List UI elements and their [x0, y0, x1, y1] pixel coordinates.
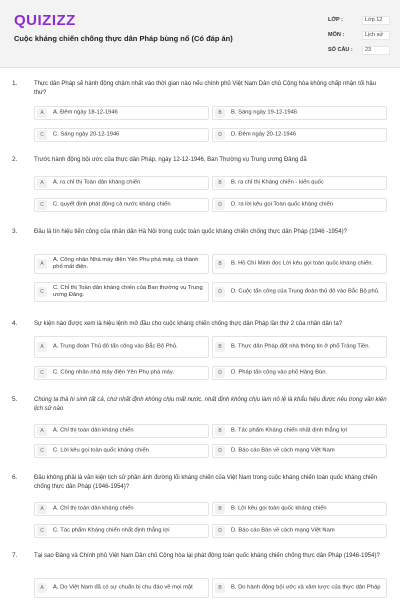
- option-text: B. Sáng ngày 19-12-1946: [231, 109, 298, 116]
- question-text: Chúng ta thà hi sinh tất cả, chứ nhất định không chịu mất nước, nhất định không chịu làm nô lệ là khẩu hiệu được nêu trong văn kiện lịch sử nào: [34, 397, 387, 412]
- option-text: B. Do hành động bội ước và xâm lược của thực dân Pháp: [231, 584, 381, 591]
- class-value: Lớp 12: [362, 16, 390, 25]
- option-text: D. Cuộc tấn công của Trung đoàn thủ đô vào Bắc Bộ phủ.: [231, 288, 380, 295]
- option-letter: A: [37, 259, 47, 269]
- answer-option-d[interactable]: [212, 282, 387, 302]
- answer-option-d[interactable]: [212, 366, 387, 380]
- option-text: B. Tác phẩm Kháng chiến nhất định thắng lợi: [231, 427, 348, 434]
- option-text: D. Đêm ngày 20-12-1946: [231, 131, 297, 138]
- answer-option-b[interactable]: [212, 578, 387, 598]
- option-text: C. Sáng ngày 20-12-1946: [53, 131, 120, 138]
- option-text: B. Hồ Chí Minh đọc Lời kêu gọi toàn quốc kháng chiến.: [231, 260, 374, 267]
- option-text: A. Chỉ thị toàn dân kháng chiến: [53, 427, 134, 434]
- question-number: 5.: [12, 396, 18, 403]
- answer-option-b[interactable]: [212, 424, 387, 438]
- answer-option-a[interactable]: [34, 254, 209, 274]
- worksheet-header: [0, 0, 400, 68]
- answer-option-b[interactable]: [212, 254, 387, 274]
- question-text: Tại sao Đảng và Chính phủ Việt Nam Dân chủ Cộng hòa lại phát động toàn quốc kháng chiến chống thực dân Pháp (1946-1954)?: [34, 553, 380, 559]
- answer-option-a[interactable]: [34, 106, 209, 120]
- option-text: D. Báo cáo Bàn về cách mạng Việt Nam: [231, 527, 335, 534]
- option-letter: A: [37, 108, 47, 118]
- question-number: 3.: [12, 228, 18, 235]
- option-text: A. Do Việt Nam đã có sự chuẩn bị chu đáo về mọi mặt: [53, 584, 193, 591]
- option-text: B. ra chỉ thị Kháng chiến - kiến quốc: [231, 179, 324, 186]
- option-text: A. Công nhân Nhà máy điện Yên Phụ phá máy, cả thành phố mất điện.: [53, 257, 199, 270]
- question-text: Đâu không phải là văn kiện lịch sử phản ánh đường lối kháng chiến của Việt Nam trong cuộc kháng chiến toàn quốc kháng chiến chống thực dân Pháp (1946-1954)?: [34, 475, 378, 490]
- option-letter: A: [37, 504, 47, 514]
- answer-option-b[interactable]: [212, 336, 387, 358]
- answer-option-c[interactable]: [34, 282, 209, 302]
- option-text: D. Báo cáo Bàn về cách mạng Việt Nam: [231, 447, 335, 454]
- question-count-label: SỐ CÂU :: [328, 47, 353, 53]
- question-text: Thực dân Pháp sẽ hành động chậm nhất vào thời gian nào nếu chính phủ Việt Nam Dân chủ Cộng hòa không chấp nhận tối hậu thư?: [34, 81, 377, 96]
- option-text: D. ra lời kêu gọi Toàn quốc kháng chiến: [231, 201, 333, 208]
- option-letter: C: [37, 130, 47, 140]
- answer-option-d[interactable]: [212, 128, 387, 142]
- answer-option-d[interactable]: [212, 524, 387, 538]
- option-letter: D: [215, 200, 225, 210]
- answer-option-b[interactable]: [212, 502, 387, 516]
- question-text: Trước hành động bội ước của thực dân Pháp, ngày 12-12-1946, Ban Thường vụ Trung ương Đảng đã: [34, 157, 307, 163]
- option-text: D. Pháp tấn công vào phố Hàng Bún.: [231, 369, 328, 376]
- option-letter: D: [215, 368, 225, 378]
- option-letter: C: [37, 446, 47, 456]
- option-text: C. quyết định phát động cả nước kháng chiến: [53, 201, 171, 208]
- option-letter: B: [215, 342, 225, 352]
- option-letter: C: [37, 287, 47, 297]
- option-letter: A: [37, 583, 47, 593]
- question-text: Đâu là tín hiệu tiến công của nhân dân Hà Nội trong cuộc toàn quốc kháng chiến chống thực dân Pháp (1946 -1954)?: [34, 229, 347, 235]
- answer-option-c[interactable]: [34, 198, 209, 212]
- question-count-value: 23: [362, 46, 390, 55]
- option-text: A. Chỉ thị toàn dân kháng chiến: [53, 505, 134, 512]
- answer-option-c[interactable]: [34, 128, 209, 142]
- class-label: LỚP :: [328, 17, 343, 23]
- option-text: C. Lời kêu gọi toàn quốc kháng chiến: [53, 447, 149, 454]
- option-letter: D: [215, 287, 225, 297]
- answer-option-a[interactable]: [34, 578, 209, 598]
- worksheet-title: Cuộc kháng chiến chống thực dân Pháp bùng nổ (Có đáp án): [14, 34, 233, 43]
- answer-option-d[interactable]: [212, 198, 387, 212]
- option-letter: C: [37, 368, 47, 378]
- option-text: A. Đêm ngày 18-12-1946: [53, 109, 118, 116]
- answer-option-a[interactable]: [34, 424, 209, 438]
- answer-option-a[interactable]: [34, 336, 209, 358]
- answer-option-c[interactable]: [34, 524, 209, 538]
- option-letter: A: [37, 342, 47, 352]
- option-text: C. Công nhân nhà máy điện Yên Phụ phá máy.: [53, 369, 174, 376]
- option-text: C. Tác phẩm Kháng chiến nhất định thắng lợi: [53, 527, 170, 534]
- option-letter: C: [37, 200, 47, 210]
- option-letter: D: [215, 526, 225, 536]
- subject-value: Lịch sử: [362, 31, 390, 40]
- answer-option-c[interactable]: [34, 366, 209, 380]
- answer-option-d[interactable]: [212, 444, 387, 458]
- subject-label: MÔN :: [328, 32, 345, 38]
- quizizz-logo: QUIZIZZ: [14, 12, 76, 29]
- option-letter: D: [215, 446, 225, 456]
- answer-option-c[interactable]: [34, 444, 209, 458]
- option-letter: B: [215, 178, 225, 188]
- option-letter: B: [215, 108, 225, 118]
- question-text: Sự kiện nào được xem là hiệu lệnh mở đầu cho cuộc kháng chiến chống thực dân Pháp lần thứ 2 của nhân dân ta?: [34, 321, 343, 327]
- question-number: 1.: [12, 80, 18, 87]
- option-text: A. ra chỉ thị Toàn dân kháng chiến: [53, 179, 141, 186]
- option-letter: B: [215, 426, 225, 436]
- option-text: A. Trung đoàn Thủ đô tấn công vào Bắc Bộ Phủ.: [53, 343, 178, 350]
- option-letter: A: [37, 178, 47, 188]
- question-number: 6.: [12, 474, 18, 481]
- question-number: 7.: [12, 552, 18, 559]
- question-number: 2.: [12, 156, 18, 163]
- option-text: B. Lời kêu gọi toàn quốc kháng chiến: [231, 505, 327, 512]
- answer-option-a[interactable]: [34, 502, 209, 516]
- option-letter: C: [37, 526, 47, 536]
- answer-option-b[interactable]: [212, 106, 387, 120]
- answer-option-b[interactable]: [212, 176, 387, 190]
- answer-option-a[interactable]: [34, 176, 209, 190]
- option-text: B. Thực dân Pháp đốt nhà thông tin ở phố Tràng Tiền.: [231, 343, 371, 350]
- question-number: 4.: [12, 320, 18, 327]
- option-letter: D: [215, 130, 225, 140]
- option-text: C. Chỉ thị Toàn dân kháng chiến của Ban thường vụ Trung ương Đảng.: [53, 285, 203, 298]
- option-letter: B: [215, 583, 225, 593]
- option-letter: B: [215, 259, 225, 269]
- option-letter: A: [37, 426, 47, 436]
- option-letter: B: [215, 504, 225, 514]
